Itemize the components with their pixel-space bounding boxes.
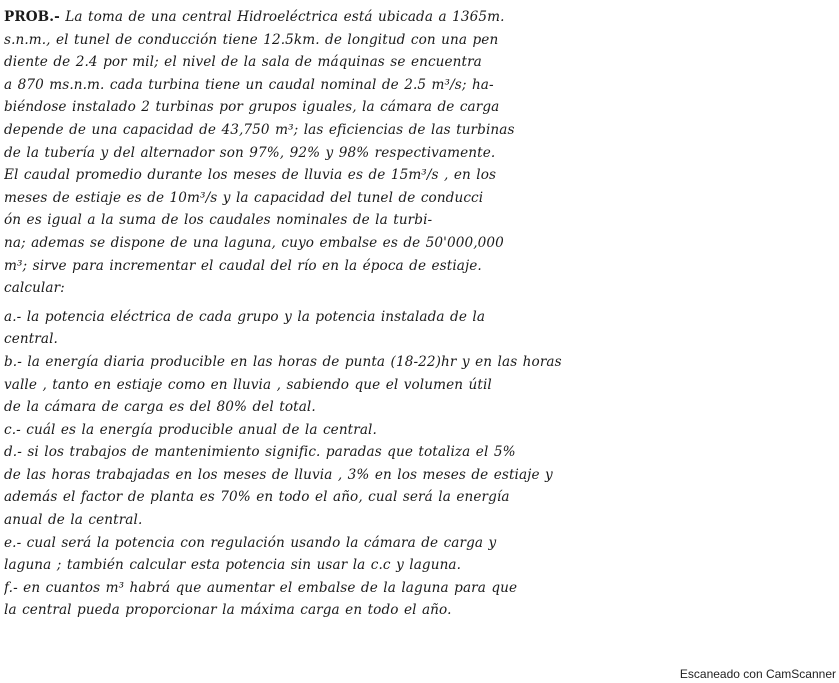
problem-line: depende de una capacidad de 43,750 m³; las eficiencias de las turbinas (4, 121, 515, 138)
problem-line: ón es igual a la suma de los caudales nominales de la turbi- (4, 212, 433, 229)
item-d-line-3: además el factor de planta es 70% en todo el año, cual será la energía (4, 489, 510, 506)
problem-heading: PROB.- (4, 9, 60, 25)
item-f-line-2: la central pueda proporcionar la máxima carga en todo el año. (4, 602, 452, 619)
item-d-line-4: anual de la central. (4, 512, 143, 529)
item-a-line-1: a.- la potencia eléctrica de cada grupo y la potencia instalada de la (4, 308, 486, 325)
item-a-line-2: central. (4, 331, 58, 348)
item-b-line-2: valle , tanto en estiaje como en lluvia , sabiendo que el volumen útil (4, 376, 492, 393)
problem-line: s.n.m., el tunel de conducción tiene 12.5km. de longitud con una pen (4, 31, 499, 48)
problem-line: El caudal promedio durante los meses de lluvia es de 15m³/s , en los (4, 167, 497, 184)
problem-intro: La toma de una central Hidroeléctrica está ubicada a 1365m. (65, 9, 505, 25)
calcular-label: calcular: (4, 280, 65, 297)
problem-line: diente de 2.4 por mil; el nivel de la sala de máquinas se encuentra (4, 54, 482, 71)
problem-line: m³; sirve para incrementar el caudal del río en la época de estiaje. (4, 257, 482, 274)
problem-line: na; ademas se dispone de una laguna, cuyo embalse es de 50'000,000 (4, 234, 504, 251)
item-c-line-1: c.- cuál es la energía producible anual de la central. (4, 421, 377, 438)
problem-line: de la tubería y del alternador son 97%, 92% y 98% respectivamente. (4, 144, 496, 161)
problem-line: biéndose instalado 2 turbinas por grupos iguales, la cámara de carga (4, 99, 500, 116)
problem-line: a 870 ms.n.m. cada turbina tiene un caudal nominal de 2.5 m³/s; ha- (4, 76, 494, 93)
item-f-line-1: f.- en cuantos m³ habrá que aumentar el embalse de la laguna para que (4, 579, 518, 596)
item-b-line-1: b.- la energía diaria producible en las horas de punta (18-22)hr y en las horas (4, 353, 562, 370)
item-e-line-1: e.- cual será la potencia con regulación usando la cámara de carga y (4, 534, 497, 551)
item-e-line-2: laguna ; también calcular esta potencia sin usar la c.c y laguna. (4, 557, 462, 574)
problem-line-1 (4, 6, 830, 29)
scanner-footer: Escaneado con CamScanner (679, 667, 836, 681)
problem-line: meses de estiaje es de 10m³/s y la capacidad del tunel de conducci (4, 189, 484, 206)
item-d-line-1: d.- si los trabajos de mantenimiento signific. paradas que totaliza el 5% (4, 444, 516, 461)
item-d-line-2: de las horas trabajadas en los meses de lluvia , 3% en los meses de estiaje y (4, 466, 553, 483)
item-b-line-3: de la cámara de carga es del 80% del total. (4, 399, 316, 416)
problem-text (4, 6, 830, 622)
